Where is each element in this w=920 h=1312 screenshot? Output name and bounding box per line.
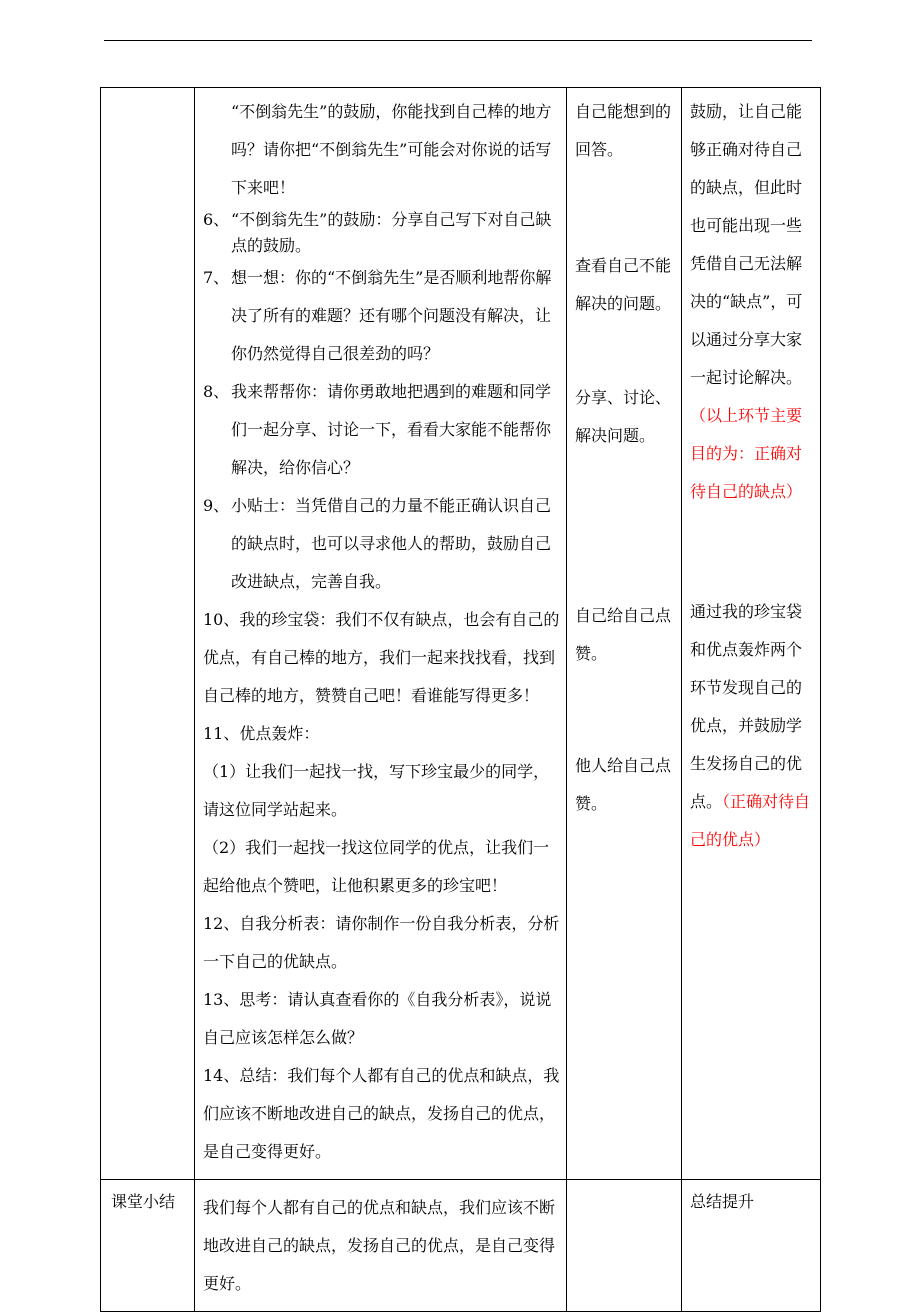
activity-item-9-text: 小贴士：当凭借自己的力量不能正确认识自己的缺点时，也可以寻求他人的帮助，鼓励自己改进缺点，完善自我。 — [231, 496, 552, 591]
activities-row — [101, 88, 821, 1180]
purpose-1-wrap — [690, 93, 814, 593]
activity-item-7-num: 7、 — [203, 268, 230, 287]
activity-item-9-num: 9、 — [203, 496, 230, 515]
activity-item-7-text: 想一想：你的“不倒翁先生”是否顺利地帮你解决了所有的难题？还有哪个问题没有解决，让你仍然觉得自己很差劲的吗？ — [231, 268, 552, 363]
summary-label-cell — [101, 1180, 195, 1312]
activity-item-6-text: “不倒翁先生”的鼓励：分享自己写下对自己缺点的鼓励。 — [231, 210, 552, 255]
activity-item-6-num: 6、 — [203, 210, 230, 229]
activity-item-11-1: （1）让我们一起找一找，写下珍宝最少的同学，请这位同学站起来。 — [203, 762, 550, 819]
student-activity-5: 他人给自己点赞。 — [575, 756, 672, 813]
stage-label-cell — [101, 88, 195, 1180]
summary-content-cell — [195, 1180, 567, 1312]
activity-item-12: 12、自我分析表：请你制作一份自我分析表，分析一下自己的优缺点。 — [203, 914, 560, 971]
activity-intro: “不倒翁先生”的鼓励，你能找到自己棒的地方吗？请你把“不倒翁先生”可能会对你说的话写下来吧！ — [231, 102, 552, 197]
summary-purpose-cell — [682, 1180, 821, 1312]
student-activities-cell — [567, 88, 682, 1180]
purpose-2-wrap — [690, 593, 814, 859]
student-s5-wrap — [575, 747, 675, 823]
activity-item-13: 13、思考：请认真查看你的《自我分析表》，说说自己应该怎样怎么做？ — [203, 990, 552, 1047]
student-s3-wrap — [575, 379, 675, 597]
activity-item-11-2: （2）我们一起找一找这位同学的优点，让我们一起给他点个赞吧，让他积累更多的珍宝吧！ — [203, 838, 550, 895]
activity-item-6 — [203, 207, 560, 259]
activity-item-10: 10、我的珍宝袋：我们不仅有缺点，也会有自己的优点，有自己棒的地方，我们一起来找找看，找到自己棒的地方，赞赞自己吧！看谁能写得更多！ — [203, 610, 560, 705]
student-s1-wrap — [575, 93, 675, 247]
purpose-1-highlight: （以上环节主要目的为：正确对待自己的缺点） — [690, 406, 803, 501]
summary-label: 课堂小结 — [111, 1192, 176, 1211]
purpose-1-text: 鼓励，让自己能够正确对待自己的缺点，但此时也可能出现一些凭借自己无法解决的“缺点”，可以通过分享大家一起讨论解决。 — [690, 102, 803, 387]
teacher-activities-cell — [195, 88, 567, 1180]
activity-item-8 — [203, 373, 560, 487]
design-purpose-cell — [682, 88, 821, 1180]
summary-content: 我们每个人都有自己的优点和缺点，我们应该不断地改进自己的缺点，发扬自己的优点，是自己变得更好。 — [203, 1198, 556, 1293]
student-s4-wrap — [575, 597, 675, 747]
header-rule — [104, 40, 812, 41]
activity-item-14: 14、总结：我们每个人都有自己的优点和缺点，我们应该不断地改进自己的缺点，发扬自己的优点，是自己变得更好。 — [203, 1066, 560, 1161]
activity-item-9 — [203, 487, 560, 601]
student-activity-4: 自己给自己点赞。 — [575, 606, 672, 663]
activity-item-8-num: 8、 — [203, 382, 230, 401]
student-activity-1: 自己能想到的回答。 — [575, 102, 672, 159]
lesson-plan-table — [100, 87, 821, 1312]
summary-student — [567, 1180, 681, 1189]
student-activity-2: 查看自己不能解决的问题。 — [575, 256, 672, 313]
purpose-2-text: 通过我的珍宝袋和优点轰炸两个环节发现自己的优点，并鼓励学生发扬自己的优点。 — [690, 602, 803, 811]
summary-student-cell — [567, 1180, 682, 1312]
activity-item-7 — [203, 259, 560, 373]
student-s2-wrap — [575, 247, 675, 379]
student-activity-3: 分享、讨论、解决问题。 — [575, 388, 672, 445]
activity-item-11: 11、优点轰炸： — [203, 724, 320, 743]
summary-row — [101, 1180, 821, 1312]
purpose-2-highlight: （正确对待自己的优点） — [690, 792, 811, 849]
summary-purpose: 总结提升 — [690, 1192, 755, 1211]
activity-item-8-text: 我来帮帮你：请你勇敢地把遇到的难题和同学们一起分享、讨论一下，看看大家能不能帮你解决，给你信心？ — [231, 382, 552, 477]
